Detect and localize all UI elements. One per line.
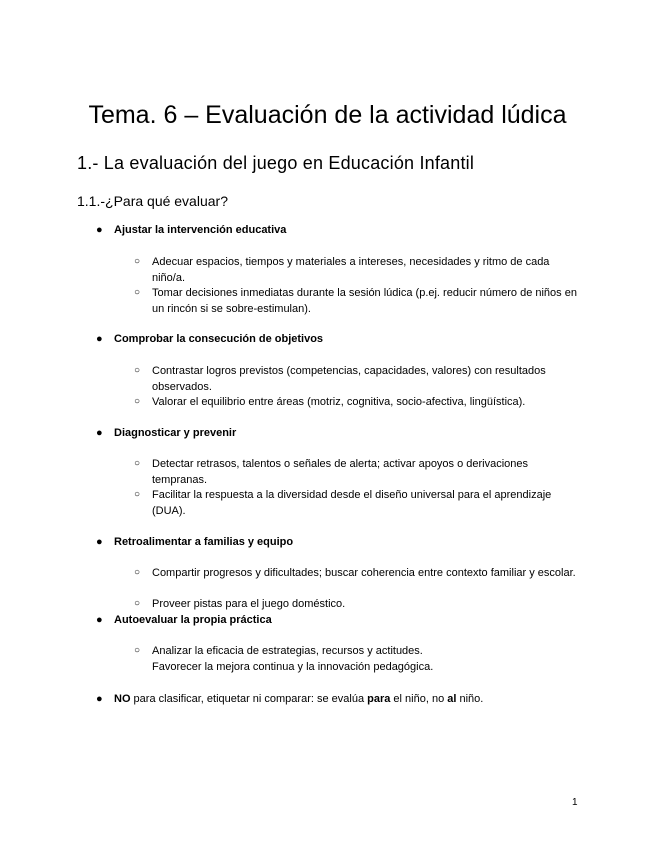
bullet-icon: ● (96, 614, 103, 626)
page-number: 1 (572, 797, 578, 808)
final-text-1: para clasificar, etiquetar ni comparar: se evalúa (130, 693, 368, 705)
list-item-label: Comprobar la consecución de objetivos (114, 333, 324, 345)
final-text-3: niño. (456, 693, 484, 705)
page-title: Tema. 6 – Evaluación de la actividad lúdica (88, 101, 567, 129)
emphasis-al: al (447, 693, 457, 705)
emphasis-para: para (367, 693, 391, 705)
bullet-icon: ● (96, 427, 103, 439)
sub-list-item: Detectar retrasos, talentos o señales de alerta; activar apoyos o derivaciones tempranas. (152, 458, 529, 486)
sub-list-item: Tomar decisiones inmediatas durante la sesión lúdica (p.ej. reducir número de niños en un rincón si se sobre-estimulan). (152, 287, 577, 315)
sub-bullet-icon: ○ (134, 489, 141, 500)
sub-list-item: Proveer pistas para el juego doméstico. (152, 598, 346, 610)
final-statement (114, 691, 483, 707)
sub-list-item: Favorecer la mejora continua y la innovación pedagógica. (152, 661, 434, 673)
sub-bullet-icon: ○ (134, 256, 141, 267)
emphasis-no: NO (114, 693, 131, 705)
sub-bullet-icon: ○ (134, 645, 141, 656)
list-item-label: Ajustar la intervención educativa (114, 224, 287, 236)
sub-bullet-icon: ○ (134, 287, 141, 298)
sub-bullet-icon: ○ (134, 598, 141, 609)
sub-bullet-icon: ○ (134, 365, 141, 376)
sub-bullet-icon: ○ (134, 567, 141, 578)
sub-bullet-icon: ○ (134, 458, 141, 469)
final-text-2: el niño, no (390, 693, 448, 705)
bullet-icon: ● (96, 536, 103, 548)
sub-bullet-icon: ○ (134, 396, 141, 407)
sub-list-item: Facilitar la respuesta a la diversidad desde el diseño universal para el aprendizaje (DUA). (152, 489, 552, 517)
list-item-label: Autoevaluar la propia práctica (114, 614, 272, 626)
sub-list-item: Adecuar espacios, tiempos y materiales a intereses, necesidades y ritmo de cada niño/a. (152, 256, 550, 284)
bullet-icon: ● (96, 333, 103, 345)
list-item-label: Diagnosticar y prevenir (114, 427, 237, 439)
subsection-heading: 1.1.-¿Para qué evaluar? (77, 193, 228, 209)
bullet-icon: ● (96, 693, 103, 705)
bullet-icon: ● (96, 224, 103, 236)
sub-list-item: Analizar la eficacia de estrategias, recursos y actitudes. (152, 645, 423, 657)
sub-list-item: Contrastar logros previstos (competencias, capacidades, valores) con resultados observados. (152, 365, 546, 393)
list-item-label: Retroalimentar a familias y equipo (114, 536, 294, 548)
section-heading: 1.- La evaluación del juego en Educación Infantil (77, 153, 475, 173)
sub-list-item: Valorar el equilibrio entre áreas (motriz, cognitiva, socio-afectiva, lingüística). (152, 396, 526, 408)
sub-list-item: Compartir progresos y dificultades; buscar coherencia entre contexto familiar y escolar. (152, 567, 576, 579)
